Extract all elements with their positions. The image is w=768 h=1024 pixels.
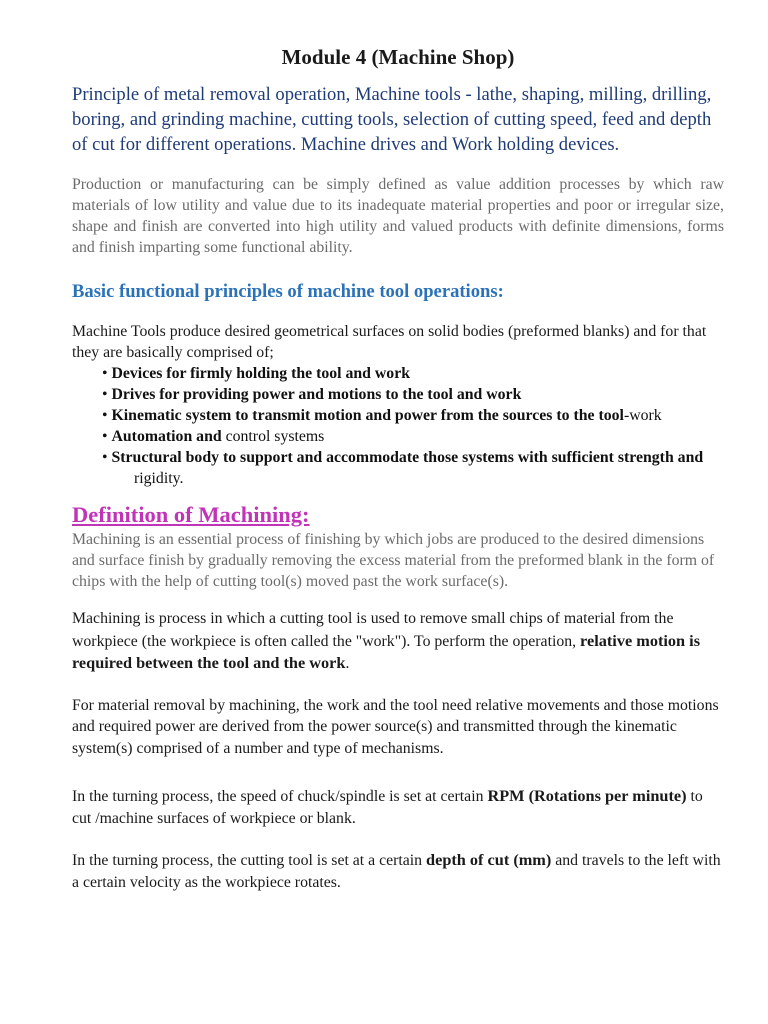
bullet-glyph: • xyxy=(102,386,108,403)
machining-paragraph xyxy=(72,608,724,675)
list-item xyxy=(102,405,724,426)
emphasis-text: relative motion is required between the tool and the work xyxy=(72,630,701,672)
emphasis-text: depth of cut (mm) xyxy=(426,850,552,869)
bullet-rest: -work xyxy=(623,407,662,424)
principles-lead: Machine Tools produce desired geometrical surfaces on solid bodies (preformed blanks) and for that they are basically comprised of; xyxy=(72,323,707,361)
bullet-glyph: • xyxy=(102,407,108,424)
emphasis-text: RPM (Rotations per minute) xyxy=(487,786,687,805)
document-page xyxy=(72,44,724,903)
paragraph-text: to cut /machine surfaces of workpiece or blank. xyxy=(72,788,703,827)
bullet-bold: Structural body to support and accommodate those systems with sufficient strength and xyxy=(111,449,704,466)
bullet-glyph: • xyxy=(102,365,108,382)
turning-depth-paragraph xyxy=(72,849,724,893)
turning-speed-paragraph xyxy=(72,785,724,829)
bullet-rest: rigidity. xyxy=(134,470,184,487)
list-item xyxy=(102,384,724,405)
definition-body: Machining is an essential process of finishing by which jobs are produced to the desired dimensions and surface finish by gradually removing the excess material from the preformed blank in the form of chips with the help of cutting tool(s) moved past the work surface(s). xyxy=(72,531,715,590)
list-item xyxy=(102,363,724,384)
bullet-bold: Automation and xyxy=(111,428,222,445)
material-removal-paragraph: For material removal by machining, the work and the tool need relative movements and those motions and required power are derived from the power source(s) and transmitted through the kinematic system(s) comprised of a number and type of mechanisms. xyxy=(72,696,719,757)
paragraph-text: In the turning process, the cutting tool is set at a certain xyxy=(72,852,427,869)
list-item xyxy=(102,447,724,489)
bullet-rest: control systems xyxy=(221,428,325,445)
bullet-glyph: • xyxy=(102,428,108,445)
page-title: Module 4 (Machine Shop) xyxy=(281,45,515,69)
bullet-bold: Devices for firmly holding the tool and work xyxy=(111,365,411,382)
module-topics: Principle of metal removal operation, Machine tools - lathe, shaping, milling, drilling, boring, and grinding machine, cutting tools, selection of cutting speed, feed and depth of cut for different operations. Machine drives and Work holding devices. xyxy=(72,84,712,155)
paragraph-text: In the turning process, the speed of chuck/spindle is set at certain xyxy=(72,788,488,805)
principles-heading: Basic functional principles of machine tool operations: xyxy=(72,281,504,302)
definition-heading: Definition of Machining: xyxy=(72,502,310,527)
paragraph-text: and travels to the left with a certain velocity as the workpiece rotates. xyxy=(72,852,721,891)
principles-list xyxy=(72,363,724,489)
paragraph-text: Machining is process in which a cutting tool is used to remove small chips of material from the workpiece (the workpiece is often called the "work"). To perform the operation, xyxy=(72,610,674,650)
bullet-glyph: • xyxy=(102,449,108,466)
paragraph-text: . xyxy=(345,655,350,672)
bullet-bold: Kinematic system to transmit motion and power from the sources to the tool xyxy=(111,407,624,424)
bullet-bold: Drives for providing power and motions to the tool and work xyxy=(111,386,522,403)
intro-paragraph: Production or manufacturing can be simply defined as value addition processes by which raw materials of low utility and value due to its inadequate material properties and poor or irregular size, shape and finish are converted into high utility and valued products with definite dimensions, forms and finish imparting some functional ability. xyxy=(72,176,724,256)
list-item xyxy=(102,426,724,447)
